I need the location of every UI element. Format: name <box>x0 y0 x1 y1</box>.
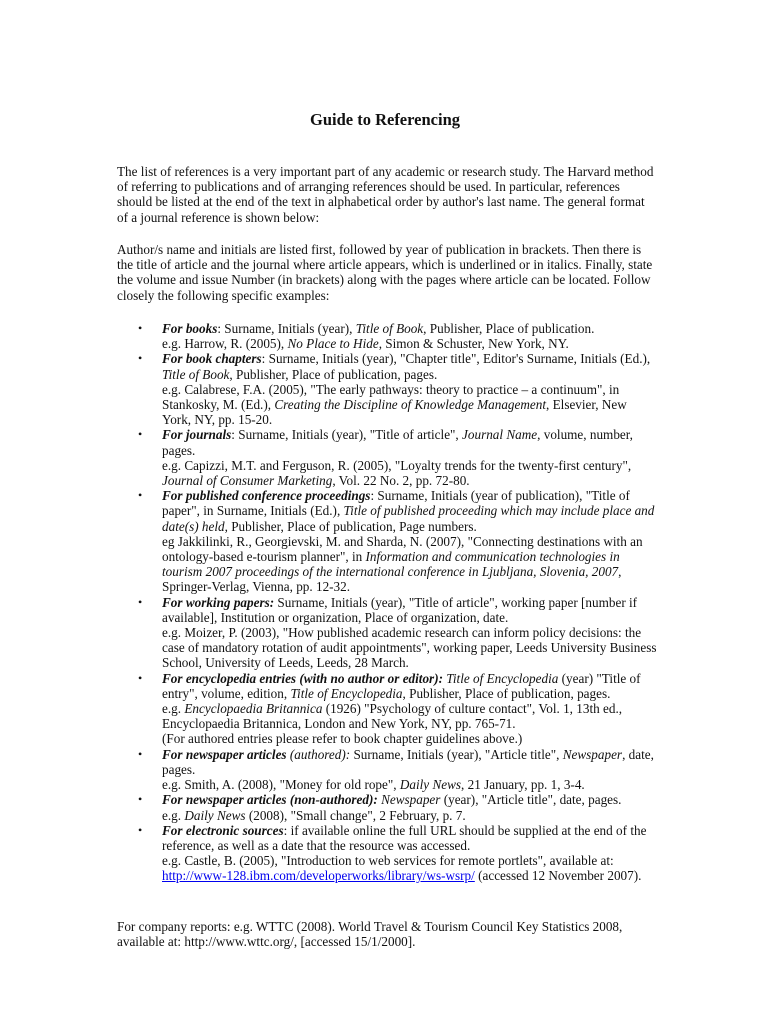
page-title: Guide to Referencing <box>309 110 460 129</box>
list-item-book-chapters <box>117 351 657 427</box>
example-text: , 21 January, pp. 1, 3-4. <box>461 777 585 793</box>
format-paragraph: Author/s name and initials are listed first, followed by year of publication in brackets. Then there is the title of article and the journal where article appears, which is underlined or in italics. Finally, state the volume and issue Number (in brackets) along with the pages where article can be located. Follow closely the following specific examples: <box>117 242 653 303</box>
list-item-encyclopedia <box>117 671 657 747</box>
example-text: e.g. Harrow, R. (2005), <box>162 336 288 352</box>
example-italic: No Place to Hide <box>287 336 379 352</box>
format-text: : Surname, Initials (year), <box>217 321 356 336</box>
bullet: • <box>138 792 143 807</box>
bullet: • <box>138 351 143 366</box>
example-text: e.g. Capizzi, M.T. and Ferguson, R. (2005), "Loyalty trends for the twenty-first century", <box>162 457 632 473</box>
format-italic: Newspaper <box>381 792 441 808</box>
example-text: (2008), "Small change", 2 February, p. 7. <box>245 807 466 823</box>
example-text: (accessed 12 November 2007). <box>474 868 642 884</box>
format-text: , Publisher, Place of publication, pages. <box>229 366 438 382</box>
example-text: , Elsevier, New York, NY, pp. 15-20. <box>162 397 627 428</box>
example-text: eg Jakkilinki, R., Georgievski, M. and Sharda, N. (2007), "Connecting destinations with an ontology-based e-tourism planner", in <box>162 533 643 565</box>
example-text: , Vol. 22 No. 2, pp. 72-80. <box>332 473 470 489</box>
bullet: • <box>138 822 143 837</box>
example-text: e.g. <box>162 807 185 823</box>
example-text: e.g. <box>162 701 185 717</box>
list-item-working-papers <box>117 595 657 671</box>
list-item-books <box>117 321 657 351</box>
example-italic: Creating the Discipline of Knowledge Management <box>274 397 546 413</box>
note-text: (For authored entries please refer to book chapter guidelines above.) <box>162 731 523 747</box>
example-text: e.g. Castle, B. (2005), "Introduction to web services for remote portlets", available at: <box>162 853 614 869</box>
list-item-newspaper-nonauthored <box>117 792 657 822</box>
format-text: , Publisher, Place of publication, pages. <box>402 685 611 701</box>
format-text: Surname, Initials (year), "Article title", <box>350 746 563 762</box>
example-italic: Information and communication technologies in tourism 2007 proceedings of the international conference in Ljubljana, Slovenia, 2007 <box>162 549 620 580</box>
format-text: (year) "Title of entry", volume, edition, <box>162 670 641 701</box>
format-text: : Surname, Initials (year of publication), "Title of paper", in Surname, Initials (Ed.), <box>162 488 630 519</box>
intro-paragraph: The list of references is a very important part of any academic or research study. The Harvard method of referring to publications and of arranging references should be used. In particular, references should be listed at the end of the text in alphabetical order by author's last name. The general format of a journal reference is shown below: <box>117 164 654 225</box>
company-reports-paragraph: For company reports: e.g. WTTC (2008). World Travel & Tourism Council Key Statistics 2008, available at: http://www.wttc.org/, [accessed 15/1/2000]. <box>117 919 623 950</box>
bullet: • <box>138 488 143 503</box>
category-label: For encyclopedia entries (with no author or editor): <box>162 670 443 686</box>
format-italic: Newspaper <box>562 746 623 762</box>
category-label: For newspaper articles <box>162 746 287 762</box>
example-text: e.g. Moizer, P. (2003), "How published academic research can inform policy decisions: the case of mandatory rotation of audit appointments", working paper, Leeds University Business School, University of Leeds, Leeds, 28 March. <box>162 625 657 671</box>
format-text: Surname, Initials (year), "Title of article", working paper [number if available], Institution or organization, Place of organization, date. <box>162 594 638 625</box>
bullet: • <box>138 594 143 609</box>
category-label: For working papers: <box>162 594 275 610</box>
example-italic: Daily News <box>399 777 462 793</box>
format-text: , date, pages. <box>162 746 654 777</box>
example-text: e.g. Calabrese, F.A. (2005), "The early pathways: theory to practice – a continuum", in Stankosky, M. (Ed.), <box>162 381 620 413</box>
example-text: , Springer-Verlag, Vienna, pp. 12-32. <box>162 564 622 595</box>
format-text: , Publisher, Place of publication, Page numbers. <box>224 518 477 534</box>
format-text: (year), "Article title", date, pages. <box>440 792 622 808</box>
bullet: • <box>138 746 143 761</box>
category-sublabel: (authored): <box>289 746 351 762</box>
format-italic: Title of published proceeding which may include place and date(s) held <box>162 503 655 534</box>
format-italic: Title of Book <box>162 366 230 382</box>
format-italic: Title of Encyclopedia <box>290 685 403 701</box>
category-label: For book chapters <box>162 351 262 367</box>
example-url-link[interactable]: http://www-128.ibm.com/developerworks/library/ws-wsrp/ <box>162 868 475 884</box>
format-italic: Title of Book <box>355 321 424 336</box>
reference-examples-list <box>117 321 657 884</box>
category-label: For journals <box>162 427 232 443</box>
example-text: e.g. Smith, A. (2008), "Money for old rope", <box>162 777 400 793</box>
bullet: • <box>138 427 143 442</box>
format-text: : Surname, Initials (year), "Chapter title", Editor's Surname, Initials (Ed.), <box>261 351 651 367</box>
bullet: • <box>138 670 143 685</box>
example-text: , Simon & Schuster, New York, NY. <box>378 336 569 352</box>
example-italic: Encyclopaedia Britannica <box>184 701 323 717</box>
list-item-newspaper-authored <box>117 747 657 793</box>
list-item-journals <box>117 427 657 488</box>
list-item-conference <box>117 488 657 594</box>
example-italic: Daily News <box>184 807 246 823</box>
category-label: For published conference proceedings <box>162 488 371 504</box>
bullet: • <box>138 321 143 335</box>
format-italic: Title of Encyclopedia <box>446 670 559 686</box>
format-text: : Surname, Initials (year), "Title of article", <box>231 427 463 443</box>
format-italic: Journal Name <box>462 427 538 443</box>
category-label: For books <box>162 321 218 336</box>
example-italic: Journal of Consumer Marketing <box>162 473 333 489</box>
format-text: , volume, number, pages. <box>162 427 633 458</box>
format-text: , Publisher, Place of publication. <box>423 321 595 336</box>
list-item-electronic <box>117 823 657 884</box>
example-text: (1926) "Psychology of culture contact", Vol. 1, 13th ed., Encyclopaedia Britannica, London and New York, NY, pp. 765-71. <box>162 701 623 732</box>
format-text: : if available online the full URL should be supplied at the end of the reference, as well as a date that the resource was accessed. <box>162 822 647 853</box>
category-label: For electronic sources <box>162 822 284 838</box>
category-label: For newspaper articles (non-authored): <box>162 792 378 808</box>
